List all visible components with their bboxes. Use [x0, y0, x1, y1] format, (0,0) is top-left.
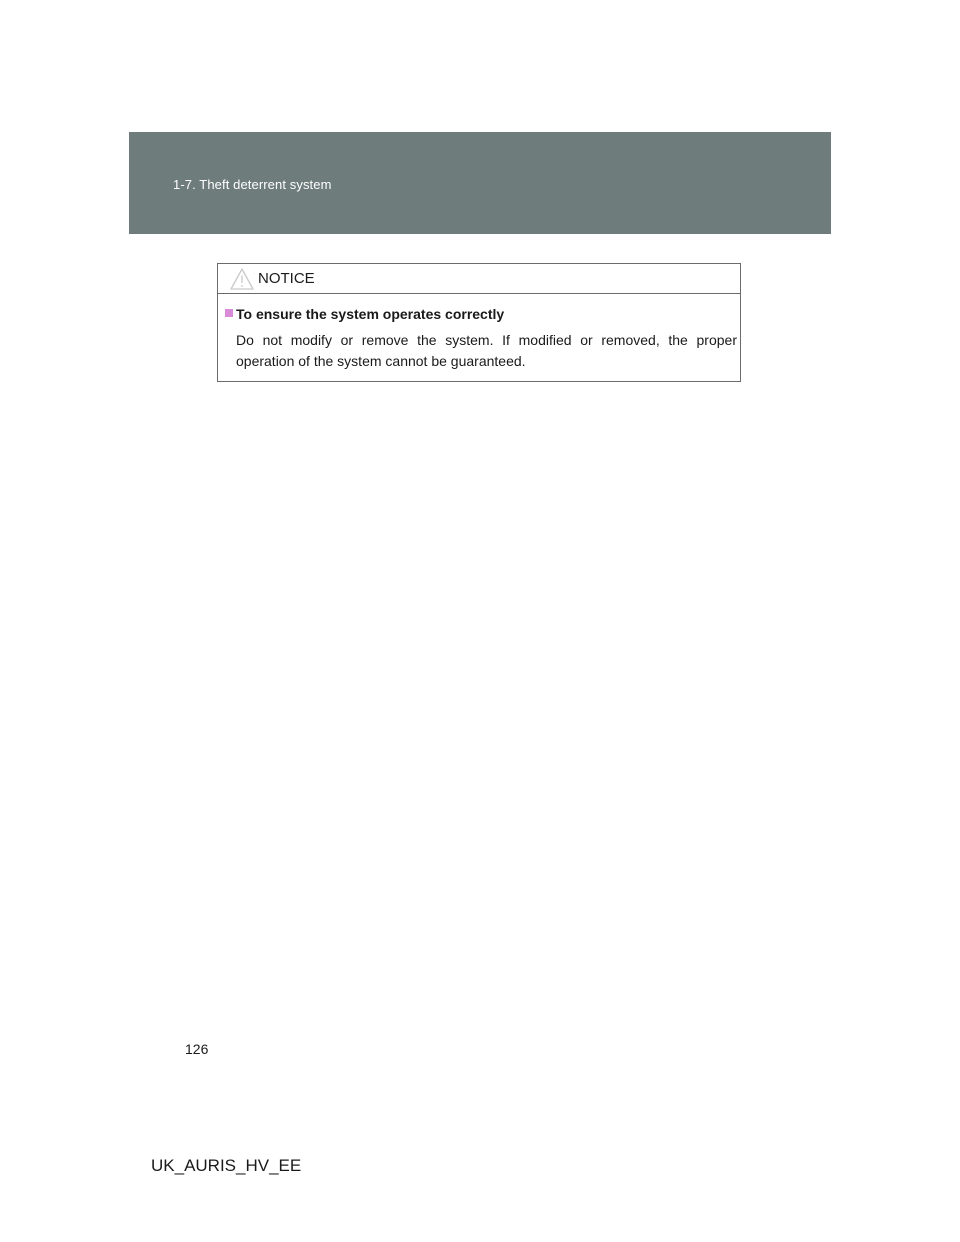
warning-triangle-icon — [229, 267, 255, 291]
page-number: 126 — [185, 1041, 209, 1057]
notice-item-heading: To ensure the system operates correctly — [236, 306, 505, 322]
notice-header — [218, 264, 740, 294]
notice-item-text: Do not modify or remove the system. If modified or removed, the proper operation of the system cannot be guaranteed. — [236, 332, 737, 369]
notice-label: NOTICE — [258, 270, 315, 287]
document-code: UK_AURIS_HV_EE — [151, 1156, 302, 1175]
section-header-bar — [129, 132, 831, 234]
section-title: 1-7. Theft deterrent system — [173, 177, 332, 192]
notice-box — [217, 263, 741, 382]
bullet-square-icon — [225, 309, 233, 317]
